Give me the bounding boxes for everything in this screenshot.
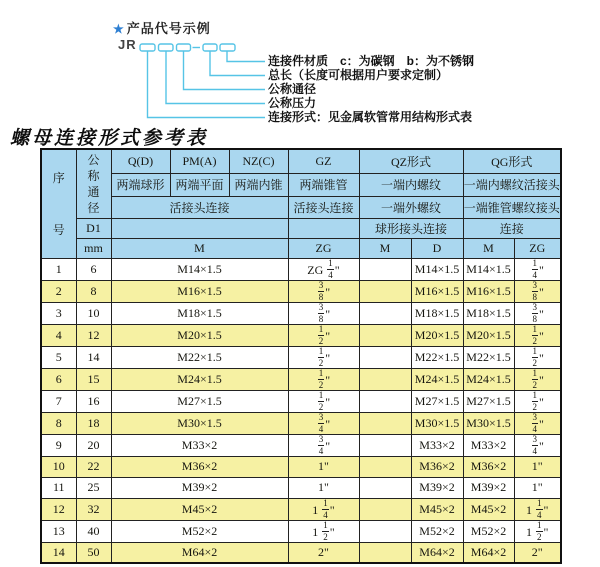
header-m-main: M bbox=[111, 238, 288, 258]
table-row bbox=[41, 434, 561, 456]
diagram-heading bbox=[113, 18, 211, 37]
cell-qg-zg: $\frac{3}{8}$ " bbox=[514, 280, 561, 302]
cell-dn: 50 bbox=[76, 542, 111, 563]
cell-qg-zg: $\frac{3}{4}$ " bbox=[514, 412, 561, 434]
cell-qz-d: M27×1.5 bbox=[411, 390, 463, 412]
header-q: Q(D) bbox=[111, 149, 170, 173]
diagram-label-diameter: 公称通径 bbox=[268, 82, 317, 96]
cell-gz-zg: $\frac{1}{2}$ " bbox=[288, 390, 359, 412]
cell-m: M18×1.5 bbox=[111, 302, 288, 324]
header-gz-desc: 两端锥管 bbox=[288, 173, 359, 196]
header-qg-desc3: 连接 bbox=[463, 218, 561, 238]
header-d1: D1 bbox=[76, 218, 111, 238]
cell-qz-m bbox=[359, 434, 411, 456]
diagram-heading-text: 产品代号示例 bbox=[126, 21, 211, 36]
cell-qz-d: M14×1.5 bbox=[411, 258, 463, 280]
cell-gz-zg: $\frac{3}{8}$ " bbox=[288, 302, 359, 324]
cell-qg-zg: 1 $\frac{1}{2}$ " bbox=[514, 520, 561, 542]
header-qg-m: M bbox=[463, 238, 514, 258]
header-qg: QG形式 bbox=[463, 149, 561, 173]
cell-qz-m bbox=[359, 302, 411, 324]
table-row bbox=[41, 520, 561, 542]
code-box-5 bbox=[220, 44, 235, 51]
cell-m: M39×2 bbox=[111, 477, 288, 498]
cell-dn: 14 bbox=[76, 346, 111, 368]
header-mm: mm bbox=[76, 238, 111, 258]
cell-m: M27×1.5 bbox=[111, 390, 288, 412]
connector-line-3 bbox=[184, 51, 266, 90]
header-nz: NZ(C) bbox=[229, 149, 288, 173]
cell-qz-d: M20×1.5 bbox=[411, 324, 463, 346]
diagram-label-pressure: 公称压力 bbox=[268, 96, 317, 110]
cell-serial: 10 bbox=[41, 456, 76, 477]
cell-qz-m bbox=[359, 280, 411, 302]
header-qz-desc3: 球形接头连接 bbox=[359, 218, 463, 238]
code-prefix: JR bbox=[118, 37, 137, 52]
cell-dn: 22 bbox=[76, 456, 111, 477]
table-row bbox=[41, 390, 561, 412]
cell-qg-m: M22×1.5 bbox=[463, 346, 514, 368]
cell-qz-d: M33×2 bbox=[411, 434, 463, 456]
code-box-1 bbox=[140, 44, 155, 51]
cell-qg-zg: $\frac{3}{8}$ " bbox=[514, 302, 561, 324]
cell-qg-zg: $\frac{1}{2}$ " bbox=[514, 368, 561, 390]
table-row bbox=[41, 346, 561, 368]
cell-qg-zg: 1 $\frac{1}{4}$ " bbox=[514, 498, 561, 520]
table-title: 螺母连接形式参考表 bbox=[10, 127, 209, 149]
table-row bbox=[41, 412, 561, 434]
header-nz-desc: 两端内锥 bbox=[229, 173, 288, 196]
header-qg-zg: ZG bbox=[514, 238, 561, 258]
cell-qz-m bbox=[359, 390, 411, 412]
cell-dn: 25 bbox=[76, 477, 111, 498]
cell-dn: 15 bbox=[76, 368, 111, 390]
header-pm: PM(A) bbox=[170, 149, 229, 173]
cell-qz-m bbox=[359, 477, 411, 498]
cell-qz-m bbox=[359, 520, 411, 542]
cell-m: M64×2 bbox=[111, 542, 288, 563]
cell-serial: 3 bbox=[41, 302, 76, 324]
cell-qz-d: M39×2 bbox=[411, 477, 463, 498]
diagram-label-length: 总长（长度可根据用户要求定制） bbox=[268, 68, 449, 82]
header-qz-desc2: 一端外螺纹 bbox=[359, 196, 463, 218]
cell-gz-zg: 1 $\frac{1}{4}$ " bbox=[288, 498, 359, 520]
cell-qz-d: M52×2 bbox=[411, 520, 463, 542]
cell-serial: 12 bbox=[41, 498, 76, 520]
cell-serial: 4 bbox=[41, 324, 76, 346]
cell-dn: 40 bbox=[76, 520, 111, 542]
connector-line-2 bbox=[210, 51, 265, 76]
table-body bbox=[41, 258, 561, 563]
cell-serial: 9 bbox=[41, 434, 76, 456]
cell-qg-zg: $\frac{3}{4}$ " bbox=[514, 434, 561, 456]
cell-dn: 18 bbox=[76, 412, 111, 434]
cell-m: M36×2 bbox=[111, 456, 288, 477]
diagram-label-material: 连接件材质 c：为碳钢 b：为不锈钢 bbox=[268, 54, 475, 68]
header-blank-a bbox=[111, 218, 288, 238]
code-box-3 bbox=[177, 44, 191, 51]
cell-qz-d: M24×1.5 bbox=[411, 368, 463, 390]
cell-qg-m: M14×1.5 bbox=[463, 258, 514, 280]
cell-dn: 10 bbox=[76, 302, 111, 324]
cell-gz-zg: $\frac{1}{2}$ " bbox=[288, 368, 359, 390]
cell-m: M33×2 bbox=[111, 434, 288, 456]
cell-qg-zg: 2" bbox=[514, 542, 561, 563]
cell-dn: 20 bbox=[76, 434, 111, 456]
cell-serial: 14 bbox=[41, 542, 76, 563]
cell-qg-m: M16×1.5 bbox=[463, 280, 514, 302]
star-icon: ★ bbox=[113, 22, 125, 36]
cell-gz-zg: ZG $\frac{1}{4}$ " bbox=[288, 258, 359, 280]
cell-m: M22×1.5 bbox=[111, 346, 288, 368]
cell-qg-m: M33×2 bbox=[463, 434, 514, 456]
table-row bbox=[41, 498, 561, 520]
cell-qg-zg: $\frac{1}{2}$ " bbox=[514, 346, 561, 368]
cell-gz-zg: $\frac{3}{8}$ " bbox=[288, 280, 359, 302]
cell-serial: 5 bbox=[41, 346, 76, 368]
cell-qz-m bbox=[359, 368, 411, 390]
cell-qg-m: M52×2 bbox=[463, 520, 514, 542]
cell-qg-m: M27×1.5 bbox=[463, 390, 514, 412]
table-row bbox=[41, 477, 561, 498]
cell-qz-d: M30×1.5 bbox=[411, 412, 463, 434]
cell-qz-m bbox=[359, 412, 411, 434]
cell-qg-m: M30×1.5 bbox=[463, 412, 514, 434]
cell-m: M45×2 bbox=[111, 498, 288, 520]
cell-qz-m bbox=[359, 258, 411, 280]
connector-line-4 bbox=[166, 51, 265, 104]
cell-gz-zg: $\frac{3}{4}$ " bbox=[288, 434, 359, 456]
header-qz-d: D bbox=[411, 238, 463, 258]
table-row bbox=[41, 324, 561, 346]
cell-serial: 7 bbox=[41, 390, 76, 412]
nut-connection-table bbox=[40, 148, 562, 564]
cell-dn: 8 bbox=[76, 280, 111, 302]
cell-dn: 32 bbox=[76, 498, 111, 520]
cell-dn: 12 bbox=[76, 324, 111, 346]
cell-gz-zg: 1" bbox=[288, 456, 359, 477]
table-row bbox=[41, 542, 561, 563]
cell-qz-d: M22×1.5 bbox=[411, 346, 463, 368]
cell-qg-zg: 1" bbox=[514, 477, 561, 498]
code-box-2 bbox=[159, 44, 174, 51]
header-qz: QZ形式 bbox=[359, 149, 463, 173]
cell-qz-m bbox=[359, 346, 411, 368]
cell-m: M20×1.5 bbox=[111, 324, 288, 346]
cell-qz-m bbox=[359, 498, 411, 520]
header-pm-desc: 两端平面 bbox=[170, 173, 229, 196]
header-zg-gz: ZG bbox=[288, 238, 359, 258]
cell-qg-m: M36×2 bbox=[463, 456, 514, 477]
cell-gz-zg: 1" bbox=[288, 477, 359, 498]
cell-qz-m bbox=[359, 456, 411, 477]
cell-qz-m bbox=[359, 324, 411, 346]
cell-qg-zg: $\frac{1}{2}$ " bbox=[514, 390, 561, 412]
header-qz-desc1: 一端内螺纹 bbox=[359, 173, 463, 196]
cell-serial: 13 bbox=[41, 520, 76, 542]
cell-qg-zg: $\frac{1}{2}$ " bbox=[514, 324, 561, 346]
cell-m: M24×1.5 bbox=[111, 368, 288, 390]
cell-qz-d: M16×1.5 bbox=[411, 280, 463, 302]
cell-gz-zg: $\frac{1}{2}$ " bbox=[288, 346, 359, 368]
header-union-a: 活接头连接 bbox=[111, 196, 288, 218]
table-row bbox=[41, 456, 561, 477]
cell-m: M14×1.5 bbox=[111, 258, 288, 280]
cell-serial: 11 bbox=[41, 477, 76, 498]
cell-serial: 1 bbox=[41, 258, 76, 280]
cell-serial: 8 bbox=[41, 412, 76, 434]
header-blank-b bbox=[288, 218, 359, 238]
cell-qz-d: M45×2 bbox=[411, 498, 463, 520]
header-qg-desc1: 一端内螺纹活接头 bbox=[463, 173, 561, 196]
cell-m: M30×1.5 bbox=[111, 412, 288, 434]
cell-qg-m: M64×2 bbox=[463, 542, 514, 563]
cell-qz-d: M64×2 bbox=[411, 542, 463, 563]
cell-qz-d: M36×2 bbox=[411, 456, 463, 477]
header-serial: 序号 bbox=[41, 149, 76, 258]
cell-m: M16×1.5 bbox=[111, 280, 288, 302]
cell-gz-zg: $\frac{1}{2}$ " bbox=[288, 324, 359, 346]
cell-qg-zg: $\frac{1}{4}$ " bbox=[514, 258, 561, 280]
connector-line-1 bbox=[227, 51, 265, 62]
table-header bbox=[41, 149, 561, 258]
table-row bbox=[41, 302, 561, 324]
header-qg-desc2: 一端锥管螺纹接头 bbox=[463, 196, 561, 218]
header-qz-m: M bbox=[359, 238, 411, 258]
table-row bbox=[41, 368, 561, 390]
cell-qz-d: M18×1.5 bbox=[411, 302, 463, 324]
header-union-b: 活接头连接 bbox=[288, 196, 359, 218]
header-dn: 公称通径 bbox=[76, 149, 111, 218]
header-gz: GZ bbox=[288, 149, 359, 173]
cell-gz-zg: $\frac{3}{4}$ " bbox=[288, 412, 359, 434]
cell-dn: 16 bbox=[76, 390, 111, 412]
header-q-desc: 两端球形 bbox=[111, 173, 170, 196]
cell-qg-m: M45×2 bbox=[463, 498, 514, 520]
table-row bbox=[41, 258, 561, 280]
cell-gz-zg: 2" bbox=[288, 542, 359, 563]
cell-qg-m: M24×1.5 bbox=[463, 368, 514, 390]
cell-gz-zg: 1 $\frac{1}{2}$ " bbox=[288, 520, 359, 542]
code-box-4 bbox=[203, 44, 217, 51]
cell-dn: 6 bbox=[76, 258, 111, 280]
cell-qg-m: M39×2 bbox=[463, 477, 514, 498]
cell-qg-m: M20×1.5 bbox=[463, 324, 514, 346]
table-row bbox=[41, 280, 561, 302]
cell-serial: 2 bbox=[41, 280, 76, 302]
diagram-label-connection: 连接形式：见金属软管常用结构形式表 bbox=[268, 110, 473, 124]
cell-m: M52×2 bbox=[111, 520, 288, 542]
cell-qg-zg: 1" bbox=[514, 456, 561, 477]
cell-qg-m: M18×1.5 bbox=[463, 302, 514, 324]
cell-qz-m bbox=[359, 542, 411, 563]
cell-serial: 6 bbox=[41, 368, 76, 390]
